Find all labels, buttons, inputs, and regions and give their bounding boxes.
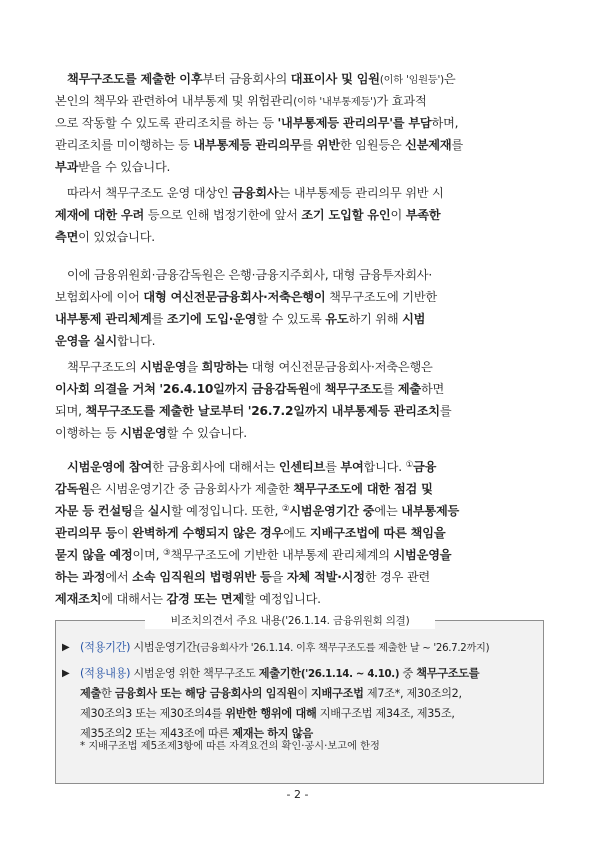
text: 제7조*, 제30조의2, <box>363 687 462 700</box>
text: 부터 금융회사의 <box>202 72 291 86</box>
text-bold: 금융회사 또는 해당 금융회사의 임직원 <box>114 687 298 700</box>
text-bold: 제재에 대한 우려 <box>55 208 145 222</box>
text-bold: '내부통제등 관리의무'를 부담 <box>277 116 432 130</box>
text: 이 <box>116 526 133 540</box>
text-bold: 제출기한 <box>258 667 301 680</box>
text: 되며, <box>55 404 86 418</box>
text-bold: 이사회 의결을 거쳐 <box>55 382 156 396</box>
text-bold: 관리의무 등 <box>55 526 117 540</box>
text: 합니다. <box>116 334 156 348</box>
text: 관리조치를 미이행하는 등 <box>55 138 194 152</box>
text: 에 대해서는 <box>101 592 167 606</box>
text-bold: 제재는 하지 않음 <box>232 727 313 740</box>
text-bold: 인센티브 <box>278 460 326 474</box>
text-bold: 하는 과정 <box>55 570 106 584</box>
text: 할 예정입니다. <box>244 592 321 606</box>
text: 는 내부통제등 관리의무 위반 시 <box>278 186 444 200</box>
paragraph-2 <box>55 182 542 248</box>
text-bold: 책무구조도를 제출한 이후 <box>67 72 203 86</box>
text-bold: 책무구조도를 제출한 날로부터 <box>85 404 245 418</box>
text: 은 <box>443 72 456 86</box>
text-bold: 책무구조도에 대한 점검 및 <box>293 482 433 496</box>
text-bold: 감독원 <box>55 482 90 496</box>
title-rule-left <box>127 620 143 621</box>
box-title-text: 비조치의견서 주요 내용 <box>170 614 282 627</box>
text-bold: 금융회사 <box>232 186 279 200</box>
text: 보험회사에 이어 <box>55 290 144 304</box>
text-bold: 시범 <box>402 312 426 326</box>
text: 하며, <box>431 116 459 130</box>
text: 이에 금융위원회·금융감독원은 은행·금융지주회사, 대형 금융투자회사· <box>67 268 433 282</box>
text: 책무구조도에 기반한 <box>325 290 437 304</box>
marker-3: ③ <box>163 548 171 558</box>
text: (이하 '내부통제등') <box>293 97 377 108</box>
text-bold: 감경 또는 면제 <box>166 592 245 606</box>
text: 할 수 있습니다. <box>166 426 247 440</box>
text: 에는 <box>374 504 402 518</box>
box-title-date: ('26.1.14. 금융위원회 의결) <box>281 615 410 627</box>
text-bold: 묻지 않을 예정 <box>55 548 133 562</box>
text: 한 임원등은 <box>339 138 406 152</box>
text-bold: 제출 <box>397 382 421 396</box>
triangle-bullet-icon: ▶ <box>62 642 70 653</box>
text: 합니다. <box>363 460 406 474</box>
text-bold: 부여 <box>340 460 364 474</box>
text: 한 <box>101 687 115 700</box>
text-bold: 지배구조법 <box>311 687 364 700</box>
text: 이 <box>297 687 312 700</box>
text-bold: 신분제재 <box>405 138 452 152</box>
text-bold: 부과 <box>55 160 79 174</box>
text: 으로 작동할 수 있도록 관리조치를 하는 등 <box>55 116 278 130</box>
text: (이하 '임원등') <box>379 75 444 86</box>
text: 를 <box>382 382 398 396</box>
text-bold: ('26.1.14. ~ 4.10.) <box>300 669 400 680</box>
text: 를 <box>439 404 452 418</box>
text: 할 예정입니다. 또한, <box>170 504 282 518</box>
paragraph-1 <box>55 68 542 178</box>
text-bold: '26.7.2일까지 <box>247 404 328 418</box>
text-bold: 시범운영 <box>140 360 187 374</box>
text: 가 효과적 <box>376 94 427 108</box>
paragraph-5 <box>55 456 542 610</box>
text: 한 경우 관련 <box>364 570 430 584</box>
text-bold: 위반 <box>316 138 340 152</box>
text-bold: 책무구조도 <box>324 382 383 396</box>
text: 책무구조도에 기반한 내부통제 관리체계의 <box>170 548 394 562</box>
text: 하면 <box>420 382 445 396</box>
text: (금융회사가 '26.1.14. 이후 책무구조도를 제출한 날 ~ '26.7.2까지) <box>196 643 490 654</box>
text-bold: 부족한 <box>405 208 441 222</box>
page-number: - 2 - <box>286 788 309 801</box>
text: 지배구조법 제34조, 제35조, <box>316 707 455 720</box>
label-period: (적용기간) <box>80 641 131 654</box>
text: 이며, <box>132 548 164 562</box>
paragraph-4 <box>55 356 542 444</box>
text-bold: 지배구조법에 따른 책임을 <box>310 526 446 540</box>
box-item-content <box>62 664 538 744</box>
text-bold: 자체 적발·시정 <box>286 570 365 584</box>
text: 을 <box>271 570 287 584</box>
text: 제35조의2 또는 제43조에 따른 <box>80 727 233 740</box>
text-bold: '26.4.10일까지 <box>159 382 248 396</box>
text-bold: 금융감독원 <box>251 382 310 396</box>
text-bold: 내부통제등 관리의무 <box>193 138 302 152</box>
title-rule-right <box>437 620 453 621</box>
text-bold: 위반한 행위에 대해 <box>225 707 317 720</box>
text: 이행하는 등 <box>55 426 121 440</box>
text-bold: 제출 <box>80 687 102 700</box>
text: 시범운영기간 <box>130 641 197 654</box>
text: 을 <box>132 504 148 518</box>
text-bold: 시범운영에 참여 <box>67 460 153 474</box>
text-bold: 유도 <box>325 312 349 326</box>
text: 에 <box>309 382 325 396</box>
text: 중 <box>399 667 417 680</box>
text-bold: 대형 여신전문금융회사·저축은행이 <box>143 290 326 304</box>
text: 대형 여신전문금융회사·저축은행은 <box>247 360 433 374</box>
text: 본인의 책무와 관련하여 내부통제 및 위험관리 <box>55 94 294 108</box>
text-bold: 금융 <box>413 460 437 474</box>
text: 을 <box>186 360 202 374</box>
box-item-period <box>62 638 538 658</box>
text-bold: 자문 등 컨설팅 <box>55 504 133 518</box>
marker-2: ② <box>281 504 290 514</box>
text-bold: 희망하는 <box>201 360 248 374</box>
text-bold: 대표이사 및 임원 <box>290 72 380 86</box>
text: 이 있었습니다. <box>78 230 155 244</box>
text-bold: 내부통제 관리체계 <box>55 312 152 326</box>
text: 에서 <box>105 570 133 584</box>
text: 은 시범운영기간 중 금융회사가 제출한 <box>89 482 294 496</box>
text: 를 <box>325 460 341 474</box>
summary-box-title <box>145 612 435 629</box>
text: 따라서 책무구조도 운영 대상인 <box>67 186 233 200</box>
text: 할 수 있도록 <box>256 312 326 326</box>
text-bold: 시범운영 <box>120 426 167 440</box>
text: 등으로 인해 법정기한에 앞서 <box>144 208 302 222</box>
text-bold: 책무구조도를 <box>416 667 480 680</box>
text: 를 <box>151 312 167 326</box>
box-footnote: * 지배구조법 제5조제3항에 따른 자격요건의 확인·공시·보고에 한정 <box>80 741 380 752</box>
text: 받을 수 있습니다. <box>78 160 171 174</box>
text: 를 <box>451 138 464 152</box>
text: 에도 <box>283 526 311 540</box>
paragraph-3 <box>55 264 542 352</box>
text: 제30조의3 또는 제30조의4를 <box>80 707 226 720</box>
text: 시범운영 위한 책무구조도 <box>130 667 259 680</box>
text: 이 <box>390 208 406 222</box>
text-bold: 측면 <box>55 230 79 244</box>
text-bold: 조기에 도입·운영 <box>166 312 257 326</box>
text-bold: 시범운영을 <box>393 548 452 562</box>
marker-1: ① <box>405 460 414 470</box>
text-bold: 실시 <box>147 504 171 518</box>
text: 한 금융회사에 대해서는 <box>152 460 279 474</box>
text-bold: 시범운영기간 중 <box>289 504 375 518</box>
text-bold: 소속 임직원의 법령위반 등 <box>132 570 272 584</box>
text: 를 <box>301 138 317 152</box>
text-bold: 조기 도입할 유인 <box>301 208 391 222</box>
label-content: (적용내용) <box>80 667 131 680</box>
text-bold: 내부통제등 관리조치 <box>331 404 440 418</box>
text-bold: 운영을 실시 <box>55 334 117 348</box>
text-bold: 내부통제등 <box>401 504 460 518</box>
text-bold: 완벽하게 수행되지 않은 경우 <box>132 526 284 540</box>
triangle-bullet-icon: ▶ <box>62 668 70 679</box>
text: 하기 위해 <box>348 312 403 326</box>
text: 책무구조도의 <box>67 360 141 374</box>
text-bold: 제재조치 <box>55 592 102 606</box>
